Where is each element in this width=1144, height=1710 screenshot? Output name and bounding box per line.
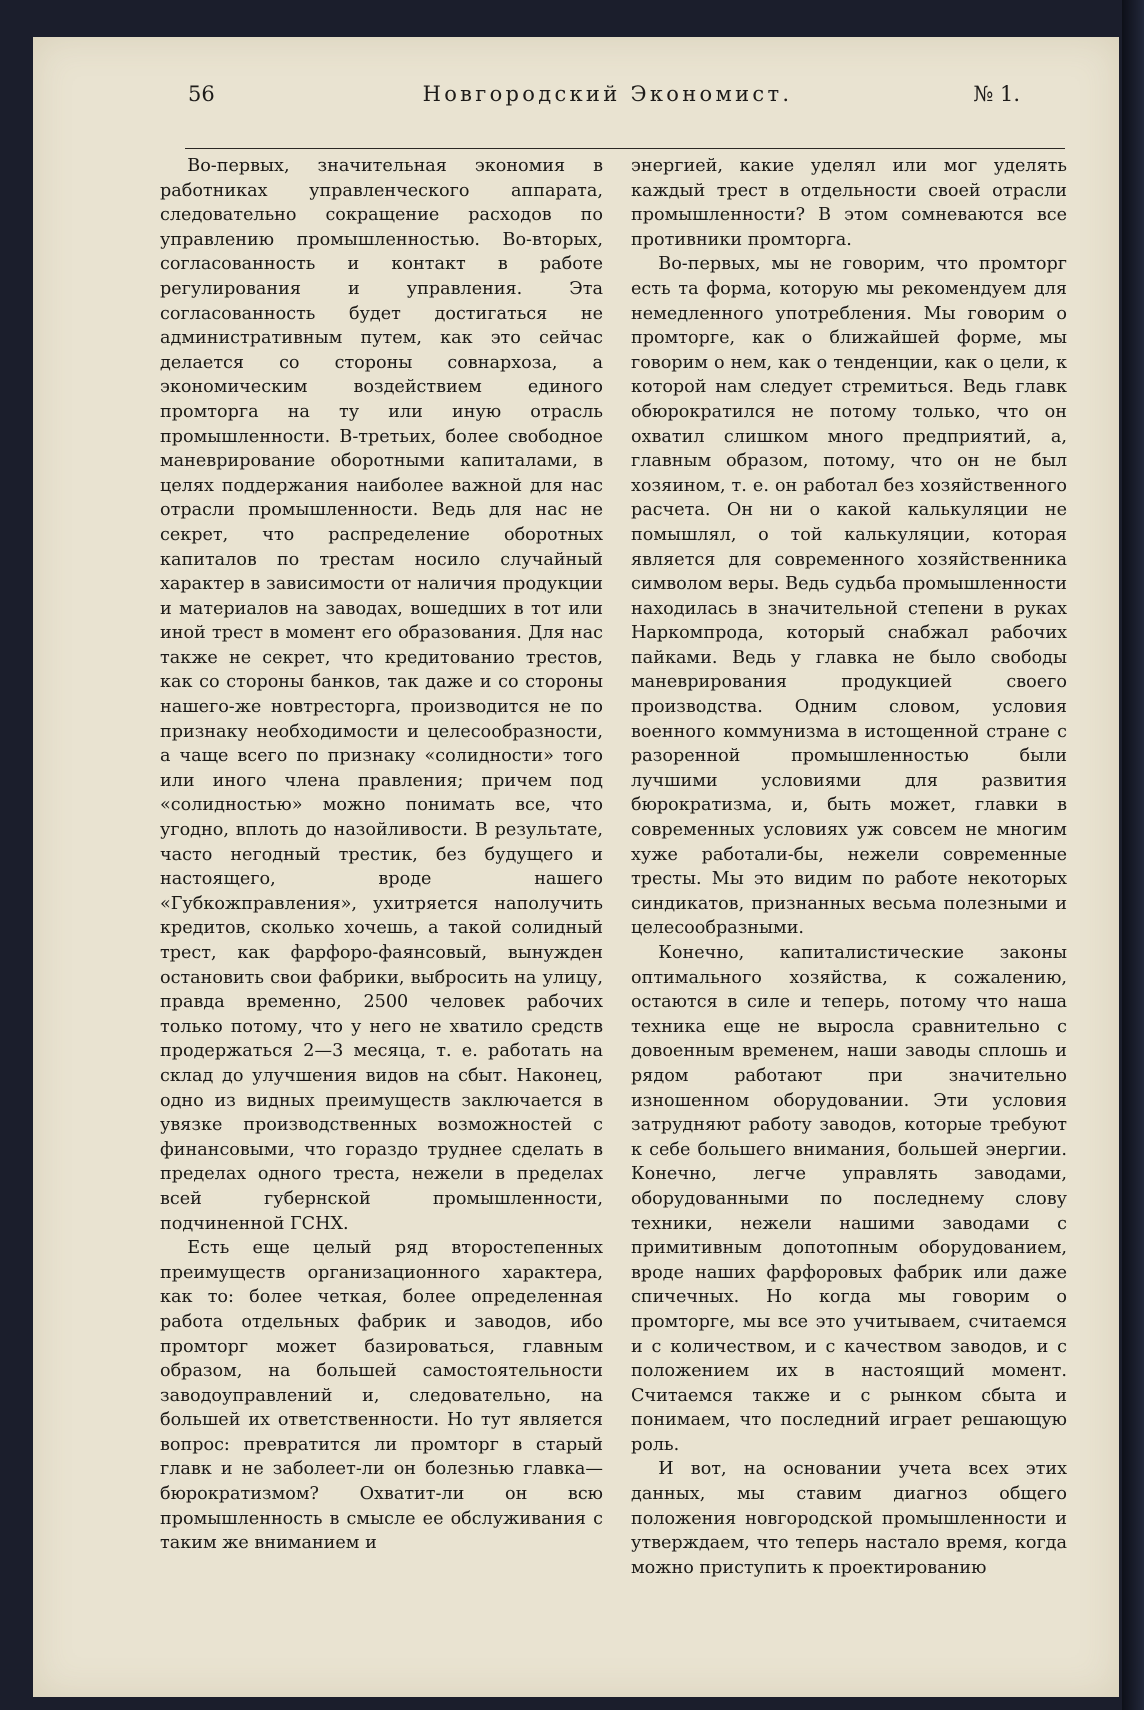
journal-title: Новгородский Экономист. xyxy=(422,82,793,106)
left-column xyxy=(160,154,603,1556)
paragraph: Во-первых, мы не говорим, что промторг есть та форма, которую мы рекомендуем для немедленного употребления. Мы говорим о промторге, как о ближайшей форме, мы говорим о нем, как о тенденции, как о цели, к которой нам следует стремиться. Ведь главк обюрократился не потому только, что он охватил слишком много предприятий, а, главным образом, потому, что он не был хозяином, т. е. он работал без хозяйственного расчета. Он ни о какой калькуляции не помышлял, о той калькуляции, которая является для современного хозяйственника символом веры. Ведь судьба промышленности находилась в значительной степени в руках Наркомпрода, который снабжал рабочих пайками. Ведь у главка не было свободы маневрирования продукцией своего производства. Одним словом, условия военного коммунизма в истощенной стране с разоренной промышленностью были лучшими условиями для развития бюрократизма, и, быть может, главки в современных условиях уж совсем не многим хуже работали-бы, нежели современные тресты. Мы это видим по работе некоторых синдикатов, признанных весьма полезными и целесообразными. xyxy=(631,254,1067,939)
paragraph: И вот, на основании учета всех этих данных, мы ставим диагноз общего положения новгородской промышленности и утверждаем, что теперь настало время, когда можно приступить к проектированию xyxy=(631,1459,1067,1578)
issue-number: № 1. xyxy=(973,82,1020,106)
book-spine xyxy=(1122,0,1144,1710)
right-column xyxy=(631,154,1067,1580)
running-header xyxy=(150,80,1065,116)
paragraph: Конечно, капиталистические законы оптимального хозяйства, к сожалению, остаются в силе и теперь, потому что наша техника еще не выросла сравнительно с довоенным временем, наши заводы сплошь и рядом работают при значительно изношенном оборудовании. Эти условия затрудняют работу заводов, которые требуют к себе большего внимания, большей энергии. Конечно, легче управлять заводами, оборудованными по последнему слову техники, нежели нашими заводами с примитивным допотопным оборудованием, вроде наших фарфоровых фабрик или даже спичечных. Но когда мы говорим о промторге, мы все это учитываем, считаемся и с количеством, и с качеством заводов, и с положением их в настоящий момент. Считаемся также и с рынком сбыта и понимаем, что последний играет решающую роль. xyxy=(631,943,1067,1455)
paragraph: Есть еще целый ряд второстепенных преимуществ организационного характера, как то: более четкая, более определенная работа отдельных фабрик и заводов, ибо промторг может базироваться, главным образом, на большей самостоятельности заводоуправлений и, следовательно, на большей их ответственности. Но тут является вопрос: превратится ли промторг в старый главк и не заболеет-ли он болезнью главка—бюрократизмом? Охватит-ли он всю промышленность в смысле ее обслуживания с таким же вниманием и xyxy=(160,1238,603,1554)
page-number: 56 xyxy=(188,82,215,106)
paragraph: энергией, какие уделял или мог уделять каждый трест в отдельности своей отрасли промышленности? В этом сомневаются все противники промторга. xyxy=(631,156,1067,250)
paragraph: Во-первых, значительная экономия в работниках управленческого аппарата, следовательно сокращение расходов по управлению промышленностью. Во-вторых, согласованность и контакт в работе регулирования и управления. Эта согласованность будет достигаться не административным путем, как это сейчас делается со стороны совнархоза, а экономическим воздействием единого промторга на ту или иную отрасль промышленности. В-третьих, более свободное маневрирование оборотными капиталами, в целях поддержания наиболее важной для нас отрасли промышленности. Ведь для нас не секрет, что распределение оборотных капиталов по трестам носило случайный характер в зависимости от наличия продукции и материалов на заводах, вошедших в тот или иной трест в момент его образования. Для нас также не секрет, что кредитованио трестов, как со стороны банков, так даже и со стороны нашего-же новтресторга, производится не по признаку необходимости и целесообразности, а чаще всего по признаку «солидности» того или иного члена правления; причем под «солидностью» можно понимать все, что угодно, вплоть до назойливости. В результате, часто негодный трестик, без будущего и настоящего, вроде нашего «Губкожправления», ухитряется наполучить кредитов, сколько хочешь, а такой солидный трест, как фарфоро-фаянсовый, вынужден остановить свои фабрики, выбросить на улицу, правда временно, 2500 человек рабочих только потому, что у него не хватило средств продержаться 2—3 месяца, т. е. работать на склад до улучшения видов на сбыт. Наконец, одно из видных преимуществ заключается в увязке производственных возможностей с финансовыми, что гораздо труднее сделать в пределах одного треста, нежели в пределах всей губернской промышленности, подчиненной ГСНХ. xyxy=(160,156,603,1234)
header-rule xyxy=(185,148,1065,149)
